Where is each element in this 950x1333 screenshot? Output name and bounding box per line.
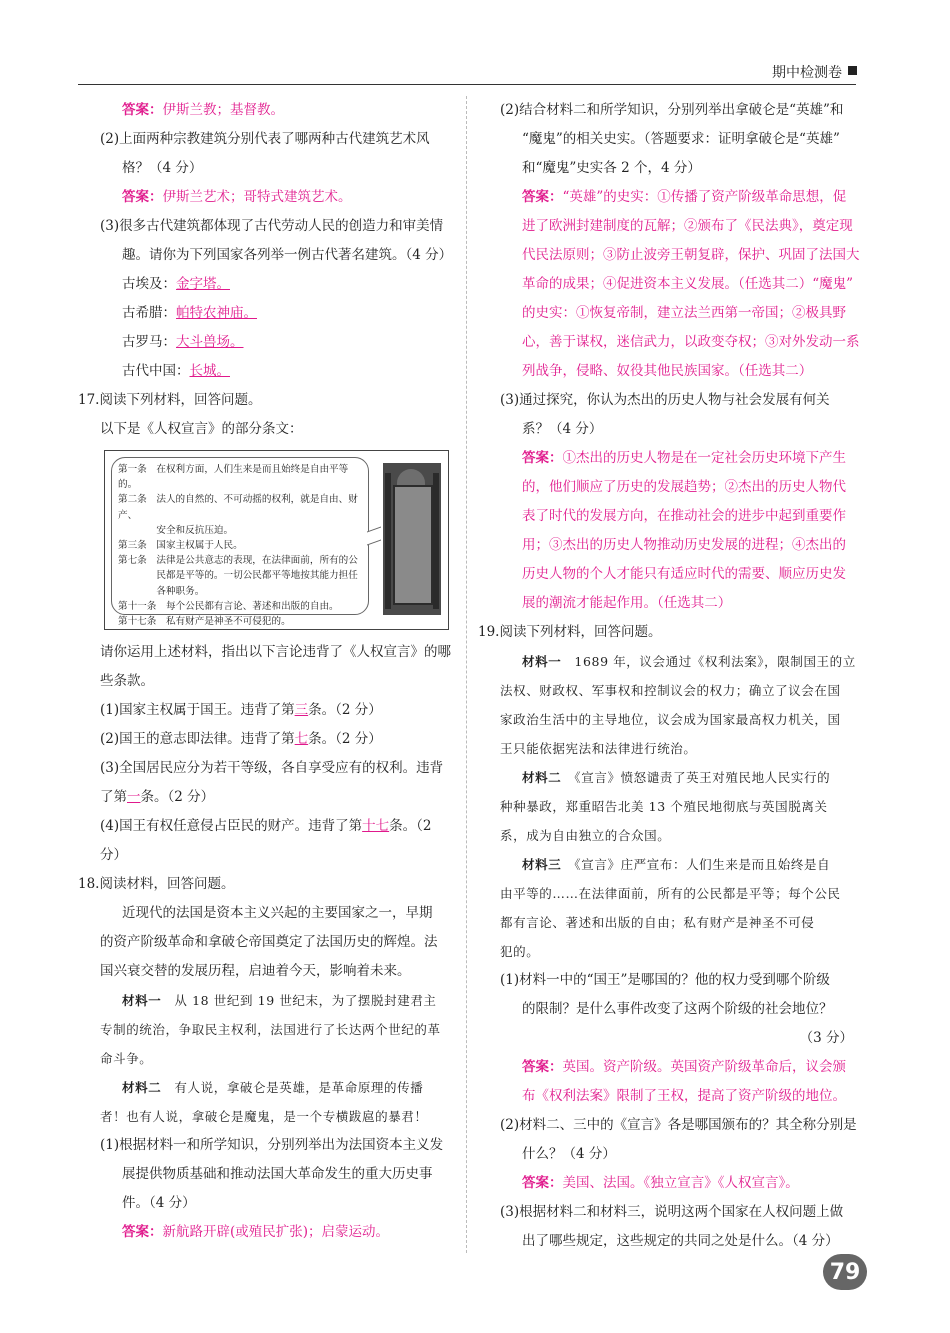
- question-17-intro: 以下是《人权宣言》的部分条文：: [100, 421, 303, 437]
- material-1: 王只能依据宪法和法律进行统治。: [500, 741, 697, 756]
- material-3: 犯的。: [500, 944, 540, 959]
- material-2: 种种暴政，郑重昭告北美 13 个殖民地彻底与英国脱离关: [500, 799, 828, 814]
- question-19-2: (2)材料二、三中的《宣言》各是哪国颁布的？其全称分别是: [500, 1117, 857, 1133]
- answer-line: 答案：①杰出的历史人物是在一定社会历史环境下产生: [522, 450, 846, 466]
- material-2: 系，成为自由独立的合众国。: [500, 828, 671, 843]
- fill-greece: 古希腊：帕特农神庙。: [122, 305, 257, 321]
- article-line: 第二条 法人的自然的、不可动摇的权利，就是自由、财产、: [118, 494, 358, 521]
- fill-rome: 古罗马：大斗兽场。: [122, 334, 244, 350]
- answer-line: 用；③杰出的历史人物推动历史发展的进程；④杰出的: [522, 537, 846, 553]
- question-19-1: (1)材料一中的“国王”是哪国的？他的权力受到哪个阶级: [500, 972, 830, 988]
- bubble-tail: [367, 526, 381, 545]
- answer-line: 答案：美国、法国。《独立宣言》《人权宣言》。: [522, 1175, 799, 1191]
- material-2: 材料二 有人说，拿破仑是英雄，是革命原理的传播: [122, 1080, 424, 1095]
- question-19-2-cont: 什么？（4 分）: [522, 1146, 616, 1162]
- articles-speech-bubble: [111, 457, 369, 628]
- page-number-badge: 79: [823, 1254, 867, 1290]
- answer-line: 表了时代的发展方向，在推动社会的进步中起到重要作: [522, 508, 846, 524]
- question-16-3: (3)很多古代建筑都体现了古代劳动人民的创造力和审美情: [100, 218, 444, 234]
- question-19-3-cont: 出了哪些规定，这些规定的共同之处是什么。（4 分）: [522, 1233, 839, 1249]
- material-2: 者！也有人说，拿破仑是魔鬼，是一个专横跋扈的暴君！: [100, 1109, 428, 1124]
- material-1: 命斗争。: [100, 1051, 153, 1066]
- question-18-title: 18.阅读材料，回答问题。: [78, 876, 235, 892]
- q18-intro: 近现代的法国是资本主义兴起的主要国家之一，早期: [122, 905, 433, 921]
- question-19-1-score: （3 分）: [799, 1030, 853, 1046]
- article-line: 安全和反抗压迫。: [118, 524, 234, 536]
- question-18-3: (3)通过探究，你认为杰出的历史人物与社会发展有何关: [500, 392, 830, 408]
- answer-line: 答案：英国。资产阶级。英国资产阶级革命后，议会颁: [522, 1059, 846, 1075]
- question-18-1-cont: 件。（4 分）: [122, 1195, 196, 1211]
- article-line: 第一条 在权利方面，人们生来是而且始终是自由平等的。: [118, 464, 349, 491]
- material-1: 家政治生活中的主导地位，议会成为国家最高权力机关，国: [500, 712, 841, 727]
- declaration-figure: [104, 450, 449, 630]
- header-rule: [78, 84, 856, 85]
- left-column: [78, 96, 458, 1247]
- article-line: 第七条 法律是公共意志的表现，在法律面前，所有的公: [118, 555, 358, 567]
- answer-line: 历史人物的个人才能只有适应时代的需要、顺应历史发: [522, 566, 846, 582]
- article-line: 民都是平等的。一切公民都平等地按其能力担任: [118, 570, 358, 582]
- answer-line: 革命的成果；④促进资本主义发展。（任选其二）“魔鬼”: [522, 276, 854, 292]
- material-1: 材料一 1689 年，议会通过《权利法案》，限制国王的立: [522, 654, 856, 669]
- answer-line: 展的潮流才能起作用。（任选其二）: [522, 595, 732, 611]
- question-17-ask-cont: 些条款。: [100, 673, 154, 689]
- answer-line: 的史实：①恢复帝制，建立法兰西第一帝国；②极具野: [522, 305, 846, 321]
- article-line: 各种职务。: [118, 585, 205, 597]
- question-17-3: (3)全国居民应分为若干等级，各自享受应有的权利。违背: [100, 760, 444, 776]
- answer-line: 答案：“英雄”的史实：①传播了资产阶级革命思想，促: [522, 189, 847, 205]
- material-1: 法权、财政权、军事权和控制议会的权力；确立了议会在国: [500, 683, 841, 698]
- question-19-title: 19.阅读下列材料，回答问题。: [478, 624, 662, 640]
- fill-egypt: 古埃及：金字塔。: [122, 276, 230, 292]
- material-2: 材料二 《宣言》愤怒谴责了英王对殖民地人民实行的: [522, 770, 831, 785]
- question-18-1: (1)根据材料一和所学知识，分别列举出为法国资本主义发: [100, 1137, 444, 1153]
- question-17-4-cont: 分）: [100, 847, 127, 863]
- question-16-3-cont: 趣。请你为下列国家各列举一例古代著名建筑。（4 分）: [122, 247, 453, 263]
- question-17-ask: 请你运用上述材料，指出以下言论违背了《人权宣言》的哪: [100, 644, 451, 660]
- answer-line: 答案：伊斯兰教；基督教。: [122, 102, 284, 118]
- q18-intro: 的资产阶级革命和拿破仑帝国奠定了法国历史的辉煌。法: [100, 934, 438, 950]
- right-column: [478, 96, 860, 1256]
- header-square-icon: [848, 66, 857, 75]
- article-line: 第三条 国家主权属于人民。: [118, 540, 243, 552]
- material-1: 材料一 从 18 世纪到 19 世纪末，为了摆脱封建君主: [122, 993, 437, 1008]
- question-17-3-cont: 了第一条。（2 分）: [100, 789, 215, 805]
- material-1: 专制的统治，争取民主权利，法国进行了长达两个世纪的革: [100, 1022, 441, 1037]
- question-17-4: (4)国王有权任意侵占臣民的财产。违背了第十七条。（2: [100, 818, 432, 834]
- question-16-2-cont: 格？（4 分）: [122, 160, 203, 176]
- answer-line: 的，他们顺应了历史的发展趋势；②杰出的历史人物代: [522, 479, 846, 495]
- material-3: 由平等的……在法律面前，所有的公民都是平等；每个公民: [500, 886, 841, 901]
- column-divider: [466, 96, 467, 1253]
- question-18-2-cont: 和“魔鬼”史实各 2 个，4 分）: [522, 160, 701, 176]
- material-3: 都有言论、著述和出版的自由；私有财产是神圣不可侵: [500, 915, 815, 930]
- question-16-2: (2)上面两种宗教建筑分别代表了哪两种古代建筑艺术风: [100, 131, 430, 147]
- material-3: 材料三 《宣言》庄严宣布：人们生来是而且始终是自: [522, 857, 831, 872]
- fill-china: 古代中国：长城。: [122, 363, 230, 379]
- declaration-tablet-image: [383, 463, 441, 615]
- question-18-3-cont: 系？（4 分）: [522, 421, 603, 437]
- question-19-1-cont: 的限制？是什么事件改变了这两个阶级的社会地位？: [522, 1001, 833, 1017]
- header-title: 期中检测卷: [772, 65, 842, 81]
- answer-line: 布《权利法案》限制了王权，提高了资产阶级的地位。: [522, 1088, 846, 1104]
- question-19-3: (3)根据材料二和材料三，说明这两个国家在人权问题上做: [500, 1204, 844, 1220]
- answer-line: 代民法原则；③防止波旁王朝复辟，保护、巩固了法国大: [522, 247, 860, 263]
- question-18-2: (2)结合材料二和所学知识，分别列举出拿破仑是“英雄”和: [500, 102, 844, 118]
- answer-line: 答案：新航路开辟(或殖民扩张)；启蒙运动。: [122, 1224, 390, 1240]
- question-17-title: 17.阅读下列材料，回答问题。: [78, 392, 262, 408]
- question-18-1-cont: 展提供物质基础和推动法国大革命发生的重大历史事: [122, 1166, 433, 1182]
- article-line: 第十一条 每个公民都有言论、著述和出版的自由。: [118, 600, 339, 612]
- answer-line: 列战争，侵略、奴役其他民族国家。（任选其二）: [522, 363, 813, 379]
- answer-line: 心，善于谋权，迷信武力，以政变夺权；③对外发动一系: [522, 334, 860, 350]
- question-18-2-cont: “魔鬼”的相关史实。（答题要求：证明拿破仑是“英雄”: [522, 131, 840, 147]
- answer-line: 进了欧洲封建制度的瓦解；②颁布了《民法典》，奠定现: [522, 218, 853, 234]
- q18-intro: 国兴衰交替的发展历程，启迪着今天，影响着未来。: [100, 963, 411, 979]
- question-17-2: (2)国王的意志即法律。违背了第七条。（2 分）: [100, 731, 382, 747]
- answer-line: 答案：伊斯兰艺术；哥特式建筑艺术。: [122, 189, 352, 205]
- article-line: 第十七条 私有财产是神圣不可侵犯的。: [118, 616, 291, 628]
- question-17-1: (1)国家主权属于国王。违背了第三条。（2 分）: [100, 702, 382, 718]
